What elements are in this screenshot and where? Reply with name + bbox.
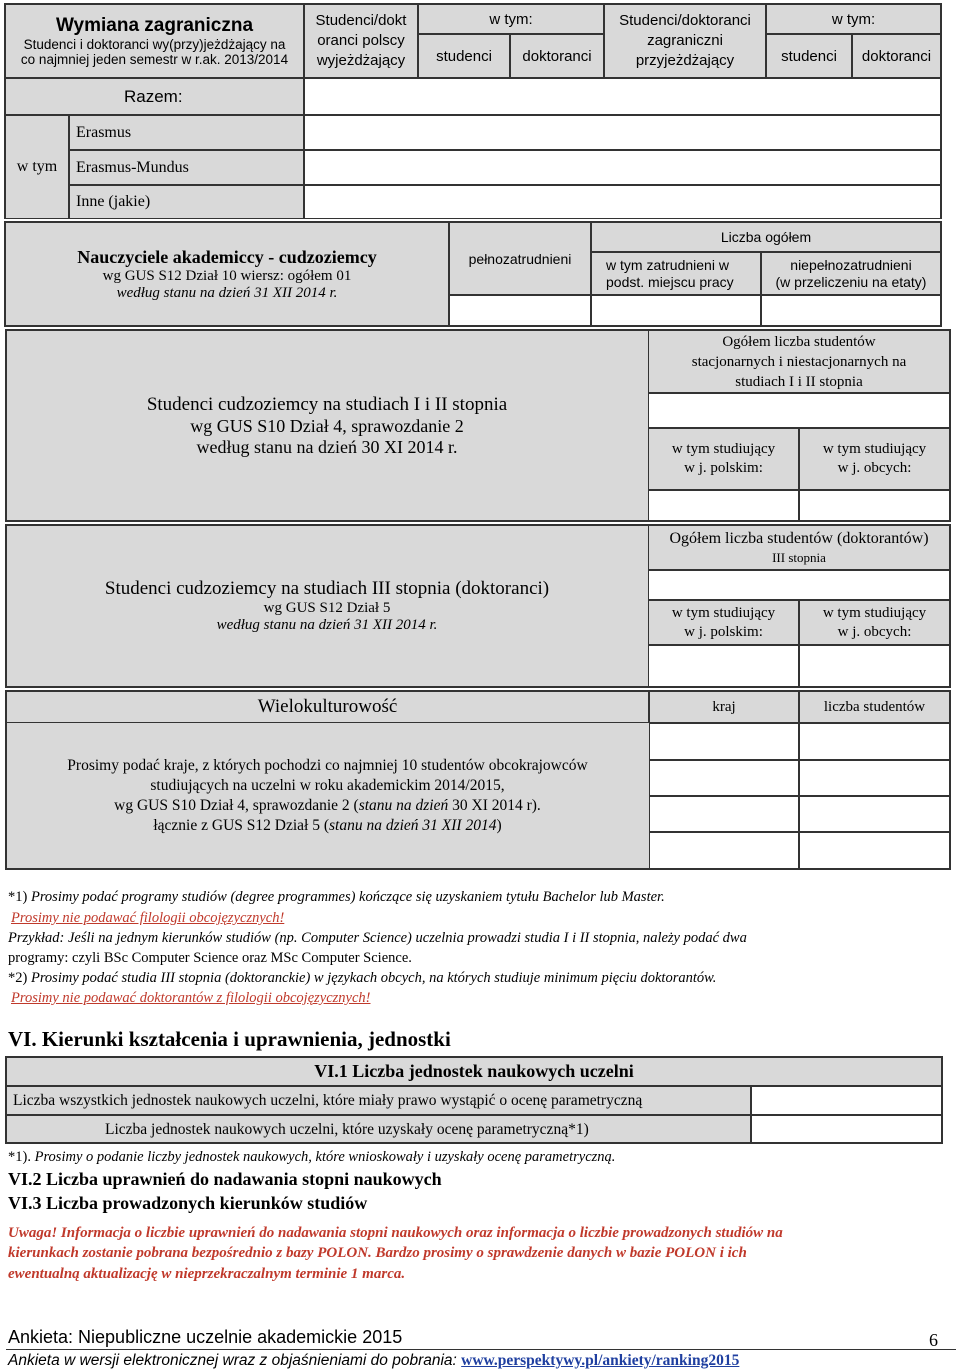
multi-text-4c: ) bbox=[496, 817, 502, 834]
footer-link[interactable]: www.perspektywy.pl/ankiety/ranking2015 bbox=[461, 1352, 740, 1369]
students12-title-cell bbox=[6, 330, 648, 521]
incoming-students-header bbox=[766, 34, 852, 78]
teachers-mainjob-1: w tym zatrudnieni w bbox=[606, 257, 729, 273]
footer-title: Ankieta: Niepubliczne uczelnie akademickie 2015 bbox=[8, 1327, 403, 1347]
teachers-line-3: według stanu na dzień 31 XII 2014 r. bbox=[116, 284, 338, 301]
section6-sub2: VI.2 Liczba uprawnień do nadawania stopni naukowych bbox=[8, 1169, 442, 1189]
students12-input-total[interactable] bbox=[648, 393, 950, 428]
outgoing-doctoral-label: doktoranci bbox=[522, 47, 592, 65]
note-3-warning: Prosimy nie podawać doktorantów z filologii obcojęzycznych! bbox=[11, 990, 371, 1006]
erasmus-mundus-label: Erasmus-Mundus bbox=[76, 158, 189, 176]
outgoing-doctoral-header bbox=[510, 34, 604, 78]
teachers-line-2: wg GUS S12 Dział 10 wiersz: ogółem 01 bbox=[102, 267, 352, 284]
incoming-header-2: zagraniczni bbox=[647, 32, 723, 49]
footer-rule bbox=[6, 1349, 956, 1350]
multi-country-label: kraj bbox=[712, 698, 736, 715]
page-number: 6 bbox=[929, 1330, 938, 1350]
multi-input-country-2[interactable] bbox=[649, 760, 799, 796]
teachers-mainjob-2: podst. miejscu pracy bbox=[606, 274, 734, 290]
teachers-total-header bbox=[591, 222, 941, 252]
students3-input-foreign[interactable] bbox=[799, 645, 950, 687]
students12-head-3: studiach I i II stopnia bbox=[735, 373, 863, 390]
exchange-subtitle-1: Studenci i doktoranci wy(przy)jeżdżający na bbox=[23, 37, 286, 52]
section6-sub1: VI.1 Liczba jednostek naukowych uczelni bbox=[314, 1061, 634, 1081]
section6-heading: VI. Kierunki kształcenia i uprawnienia, jednostki bbox=[8, 1027, 451, 1051]
note-1-text: Prosimy podać programy studiów (degree programmes) kończące się uzyskaniem tytułu Bachelor lub Master. bbox=[27, 889, 665, 905]
outgoing-students-header bbox=[418, 34, 510, 78]
students12-foreign-header bbox=[799, 428, 950, 490]
multi-text-1: Prosimy podać kraje, z których pochodzi co najmniej 10 studentów obcokrajowców bbox=[67, 757, 588, 774]
section6-sub1-cell bbox=[6, 1057, 942, 1086]
section6-warning-3: ewentualną aktualizację w nieprzekraczalnym terminie 1 marca. bbox=[8, 1266, 406, 1282]
outgoing-students-label: studenci bbox=[436, 47, 492, 65]
section6-row-1-label: Liczba wszystkich jednostek naukowych uczelni, które miały prawo wystąpić o ocenę parametryczną bbox=[13, 1091, 643, 1109]
incoming-wtym-label: w tym: bbox=[831, 10, 876, 28]
note-1-mark: *1) bbox=[8, 889, 28, 905]
teachers-parttime-header bbox=[761, 252, 941, 295]
section6-footnote-mark: *1). bbox=[8, 1149, 31, 1165]
exchange-input-erasmus[interactable] bbox=[304, 115, 941, 150]
students12-total-header bbox=[648, 330, 950, 393]
students12-foreign-2: w j. obcych: bbox=[837, 460, 912, 476]
students3-title-cell bbox=[6, 525, 648, 687]
section6-input-2[interactable] bbox=[751, 1115, 942, 1143]
exchange-wtym-cell bbox=[5, 115, 69, 219]
exchange-wtym-label: w tym bbox=[16, 158, 58, 175]
teachers-parttime-1: niepełnozatrudnieni bbox=[790, 256, 912, 273]
outgoing-wtym-header bbox=[418, 4, 604, 34]
exchange-total-row bbox=[5, 78, 304, 115]
multi-country-header bbox=[649, 691, 799, 723]
exchange-title: Wymiana zagraniczna bbox=[55, 15, 254, 36]
students3-head-1: Ogółem liczba studentów (doktorantów) bbox=[669, 529, 929, 547]
multi-input-count-4[interactable] bbox=[799, 832, 950, 869]
section6-input-1[interactable] bbox=[751, 1086, 942, 1115]
students12-head-1: Ogółem liczba studentów bbox=[722, 333, 876, 350]
students3-polish-2: w j. polskim: bbox=[684, 623, 763, 640]
multi-text-4b: stanu na dzień 31 XII 2014 bbox=[328, 817, 497, 834]
note-2-line-2: programy: czyli BSc Computer Science oraz MSc Computer Science. bbox=[8, 950, 412, 966]
incoming-header-1: Studenci/doktoranci bbox=[619, 12, 751, 29]
students3-total-header bbox=[648, 525, 950, 570]
students12-polish-2: w j. polskim: bbox=[684, 460, 763, 476]
incoming-doctoral-label: doktoranci bbox=[861, 47, 932, 65]
note-3-text: Prosimy podać studia III stopnia (doktoranckie) w językach obcych, na których studiuje minimum pięciu doktorantów. bbox=[27, 970, 717, 986]
students3-input-total[interactable] bbox=[648, 570, 950, 600]
multi-text-3b: stanu na dzień bbox=[358, 797, 449, 814]
note-1 bbox=[8, 889, 665, 906]
note-2-line-1: Przykład: Jeśli na jednym kierunków studiów (np. Computer Science) uczelnia prowadzi studia I i II stopnia, należy podać dwa bbox=[8, 930, 747, 946]
exchange-erasmus-row bbox=[69, 115, 304, 150]
teachers-input-mainjob[interactable] bbox=[591, 295, 761, 326]
note-3-mark: *2) bbox=[8, 970, 28, 986]
multi-title: Wielokulturowość bbox=[257, 696, 398, 717]
students3-foreign-1: w tym studiujący bbox=[822, 604, 927, 621]
section6-footnote-text: Prosimy o podanie liczby jednostek naukowych, które wnioskowały i uzyskały ocenę parametryczną. bbox=[30, 1149, 616, 1165]
multi-text-4 bbox=[153, 816, 501, 836]
incoming-doctoral-header bbox=[852, 34, 941, 78]
multi-input-count-1[interactable] bbox=[799, 723, 950, 760]
teachers-title: Nauczyciele akademiccy - cudzoziemcy bbox=[77, 246, 377, 267]
multi-text-3 bbox=[114, 796, 541, 816]
students3-foreign-2: w j. obcych: bbox=[837, 623, 912, 640]
multi-text-4a: łącznie z GUS S12 Dział 5 ( bbox=[153, 817, 329, 834]
section6-row-2 bbox=[6, 1115, 751, 1143]
section6-row-2-label: Liczba jednostek naukowych uczelni, które uzyskały ocenę parametryczną*1) bbox=[105, 1121, 589, 1138]
other-label: Inne (jakie) bbox=[76, 193, 151, 210]
outgoing-header-2: oranci polscy bbox=[317, 32, 405, 49]
section6-sub3: VI.3 Liczba prowadzonych kierunków studiów bbox=[8, 1193, 368, 1213]
students3-polish-header bbox=[648, 600, 799, 645]
outgoing-wtym-label: w tym: bbox=[489, 10, 533, 28]
multi-text-2: studiujących na uczelni w roku akademickim 2014/2015, bbox=[150, 777, 505, 794]
multi-input-country-4[interactable] bbox=[649, 832, 799, 869]
students3-polish-1: w tym studiujący bbox=[671, 604, 776, 621]
multi-input-country-3[interactable] bbox=[649, 796, 799, 832]
section6-row-1 bbox=[6, 1086, 751, 1115]
incoming-students-label: studenci bbox=[781, 47, 837, 65]
exchange-subtitle-2: co najmniej jeden semestr w r.ak. 2013/2014 bbox=[20, 52, 289, 67]
exchange-erasmus-mundus-row bbox=[69, 150, 304, 185]
students3-foreign-header bbox=[799, 600, 950, 645]
incoming-header bbox=[604, 4, 766, 78]
students3-line-3: według stanu na dzień 31 XII 2014 r. bbox=[216, 617, 438, 633]
students12-input-foreign[interactable] bbox=[799, 490, 950, 521]
teachers-fulltime-header bbox=[449, 222, 591, 295]
multi-input-country-1[interactable] bbox=[649, 723, 799, 760]
multi-description bbox=[6, 723, 649, 869]
incoming-wtym-header bbox=[766, 4, 941, 34]
exchange-title-cell bbox=[5, 4, 304, 78]
exchange-total-label: Razem: bbox=[124, 87, 183, 106]
outgoing-header-1: Studenci/dokt bbox=[315, 12, 407, 29]
outgoing-header bbox=[304, 4, 418, 78]
exchange-input-other[interactable] bbox=[304, 185, 941, 219]
students12-title: Studenci cudzoziemcy na studiach I i II stopnia bbox=[146, 393, 508, 415]
exchange-other-row bbox=[69, 185, 304, 219]
teachers-parttime-2: (w przeliczeniu na etaty) bbox=[775, 273, 927, 290]
students12-polish-1: w tym studiujący bbox=[671, 441, 776, 457]
students3-line-2: wg GUS S12 Dział 5 bbox=[263, 600, 391, 616]
multi-input-count-3[interactable] bbox=[799, 796, 950, 832]
teachers-input-fulltime[interactable] bbox=[449, 295, 591, 326]
students3-input-polish[interactable] bbox=[648, 645, 799, 687]
exchange-input-total[interactable] bbox=[304, 78, 941, 115]
multi-count-label: liczba studentów bbox=[823, 698, 926, 715]
section6-warning-1: Uwaga! Informacja o liczbie uprawnień do nadawania stopni naukowych oraz informacja o liczbie prowadzonych studiów na bbox=[8, 1225, 783, 1241]
section6-warning-2: kierunkach zostanie pobrana bezpośrednio z bazy POLON. Bardzo prosimy o sprawdzenie danych w bazie POLON i ich bbox=[8, 1245, 747, 1261]
outgoing-header-3: wyjeżdżający bbox=[316, 52, 406, 69]
erasmus-label: Erasmus bbox=[76, 123, 132, 141]
multi-title-cell bbox=[6, 691, 649, 723]
exchange-input-erasmus-mundus[interactable] bbox=[304, 150, 941, 185]
teachers-input-parttime[interactable] bbox=[761, 295, 941, 326]
footer-line-text: Ankieta w wersji elektronicznej wraz z objaśnieniami do pobrania: bbox=[8, 1352, 462, 1369]
teachers-mainjob-header bbox=[591, 252, 761, 295]
multi-input-count-2[interactable] bbox=[799, 760, 950, 796]
students12-head-2: stacjonarnych i niestacjonarnych na bbox=[691, 353, 907, 370]
students12-foreign-1: w tym studiujący bbox=[822, 441, 927, 457]
multi-count-header bbox=[799, 691, 950, 723]
multi-text-3c: 30 XI 2014 r). bbox=[448, 797, 541, 814]
footer-line bbox=[8, 1352, 739, 1370]
teachers-fulltime-label: pełnozatrudnieni bbox=[468, 250, 572, 267]
students12-line-2: wg GUS S10 Dział 4, sprawozdanie 2 bbox=[190, 415, 464, 436]
multi-text-3a: wg GUS S10 Dział 4, sprawozdanie 2 ( bbox=[114, 797, 359, 814]
students12-line-3: według stanu na dzień 30 XI 2014 r. bbox=[196, 436, 458, 457]
students12-polish-header bbox=[648, 428, 799, 490]
teachers-title-cell bbox=[5, 222, 449, 326]
students3-title: Studenci cudzoziemcy na studiach III stopnia (doktoranci) bbox=[104, 578, 550, 599]
students12-input-polish[interactable] bbox=[648, 490, 799, 521]
note-1-warning: Prosimy nie podawać filologii obcojęzycznych! bbox=[11, 910, 285, 926]
students3-head-2: III stopnia bbox=[772, 549, 826, 565]
teachers-total-label: Liczba ogółem bbox=[720, 229, 812, 245]
note-3 bbox=[8, 970, 716, 987]
incoming-header-3: przyjeżdżający bbox=[635, 52, 735, 69]
section6-footnote bbox=[8, 1149, 615, 1166]
